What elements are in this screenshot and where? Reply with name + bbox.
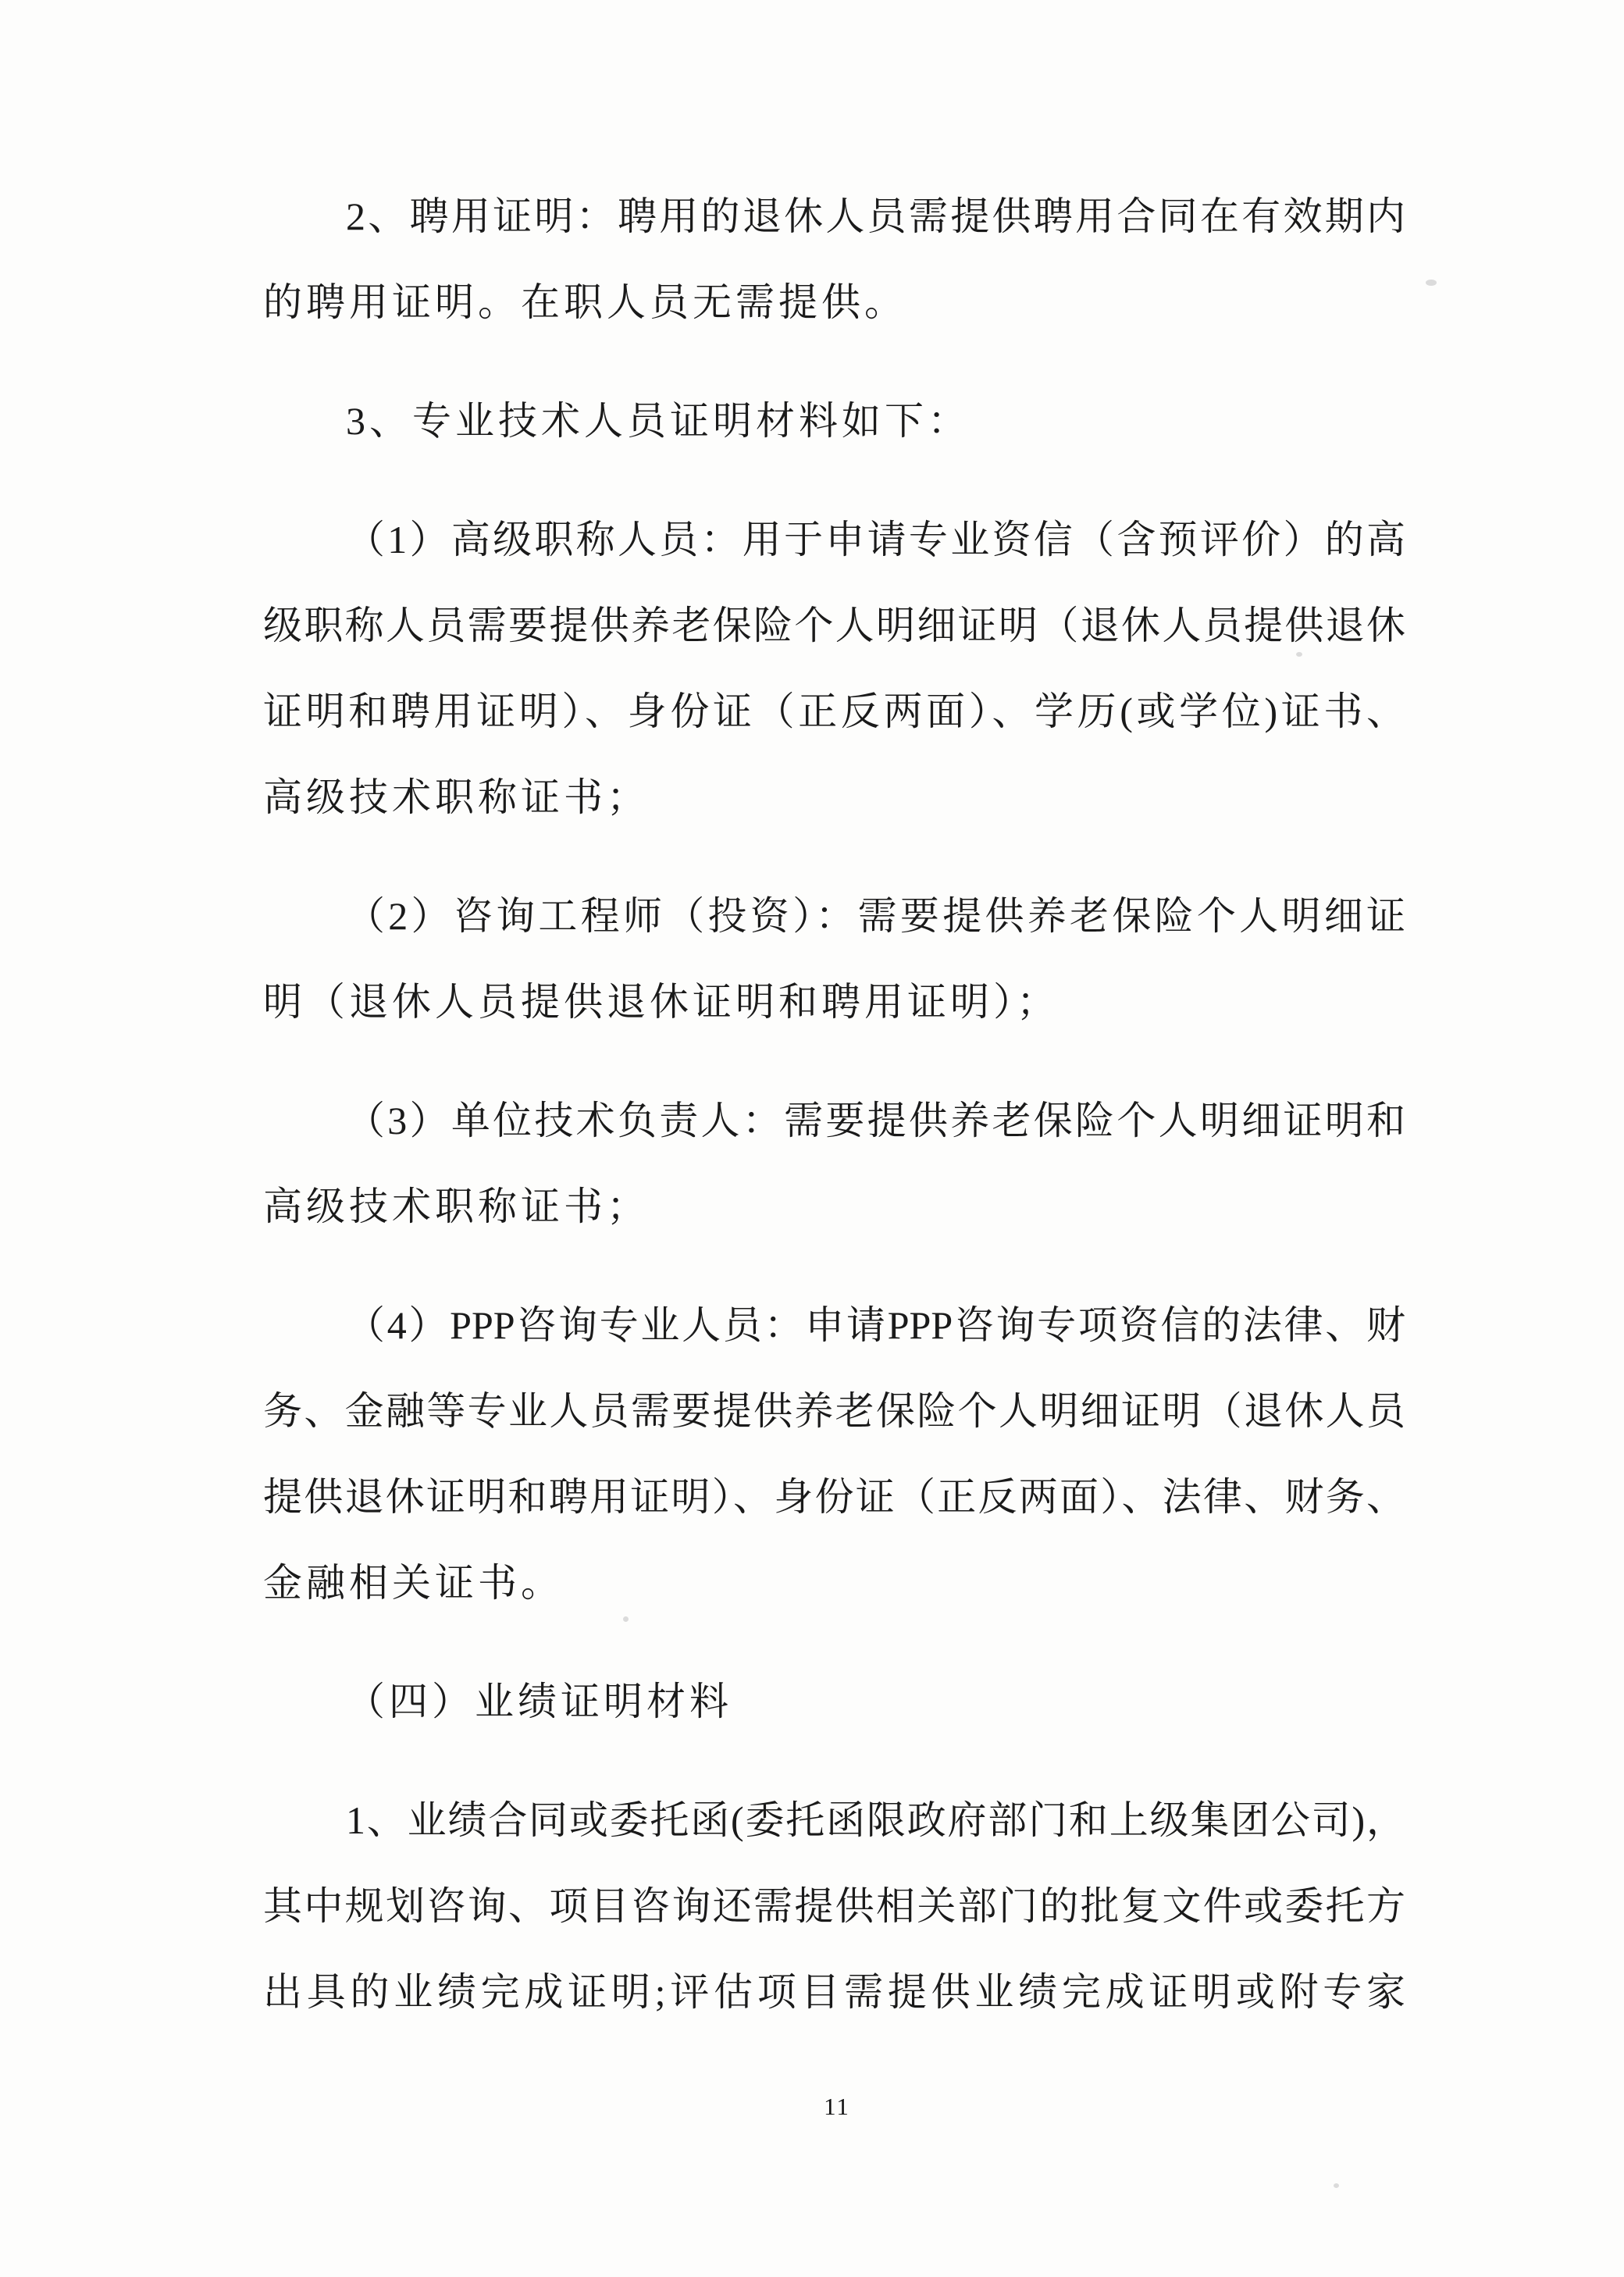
paragraph <box>263 1078 1405 1249</box>
text-line: 其中规划咨询、项目咨询还需提供相关部门的批复文件或委托方 <box>263 1884 1405 1928</box>
document-body <box>263 173 1405 2035</box>
text-line: 高级技术职称证书； <box>263 1185 650 1228</box>
paragraph <box>263 873 1405 1045</box>
paragraph <box>263 378 1405 464</box>
text-line: 1、业绩合同或委托函(委托函限政府部门和上级集团公司)， <box>346 1798 1405 1842</box>
text-line: 金融相关证书。 <box>263 1561 564 1605</box>
page-number: 11 <box>824 2093 850 2120</box>
paragraph <box>263 497 1405 840</box>
paragraph <box>263 173 1405 345</box>
text-line: 务、金融等专业人员需要提供养老保险个人明细证明（退休人员 <box>263 1389 1405 1433</box>
text-line: （2）咨询工程师（投资）：需要提供养老保险个人明细证 <box>346 894 1405 938</box>
scan-speck <box>623 1616 629 1622</box>
page-footer <box>0 2093 1624 2121</box>
text-line: 证明和聘用证明）、身份证（正反两面）、学历(或学位)证书、 <box>263 690 1405 733</box>
text-line: 级职称人员需要提供养老保险个人明细证明（退休人员提供退休 <box>263 604 1405 647</box>
text-line: 明（退休人员提供退休证明和聘用证明）； <box>263 980 1060 1024</box>
paragraph <box>263 1282 1405 1626</box>
paragraph <box>263 1659 1405 1744</box>
text-line: 的聘用证明。在职人员无需提供。 <box>263 280 907 324</box>
text-line: 提供退休证明和聘用证明）、身份证（正反两面）、法律、财务、 <box>263 1475 1405 1519</box>
scan-speck <box>1296 652 1302 657</box>
text-line: （3）单位技术负责人：需要提供养老保险个人明细证明和 <box>346 1099 1405 1142</box>
scan-speck <box>1426 280 1437 286</box>
text-line: （1）高级职称人员：用于申请专业资信（含预评价）的高 <box>346 518 1405 561</box>
text-line: 高级技术职称证书； <box>263 775 650 819</box>
text-line: （4）PPP咨询专业人员：申请PPP咨询专项资信的法律、财 <box>346 1303 1405 1347</box>
scan-speck <box>1334 2183 1339 2188</box>
text-line: 2、聘用证明：聘用的退休人员需提供聘用合同在有效期内 <box>346 194 1405 238</box>
text-line: 出具的业绩完成证明;评估项目需提供业绩完成证明或附专家 <box>263 1970 1405 2014</box>
paragraph <box>263 1777 1405 2035</box>
text-line: 3、专业技术人员证明材料如下： <box>346 399 970 443</box>
text-line: （四）业绩证明材料 <box>346 1680 732 1723</box>
